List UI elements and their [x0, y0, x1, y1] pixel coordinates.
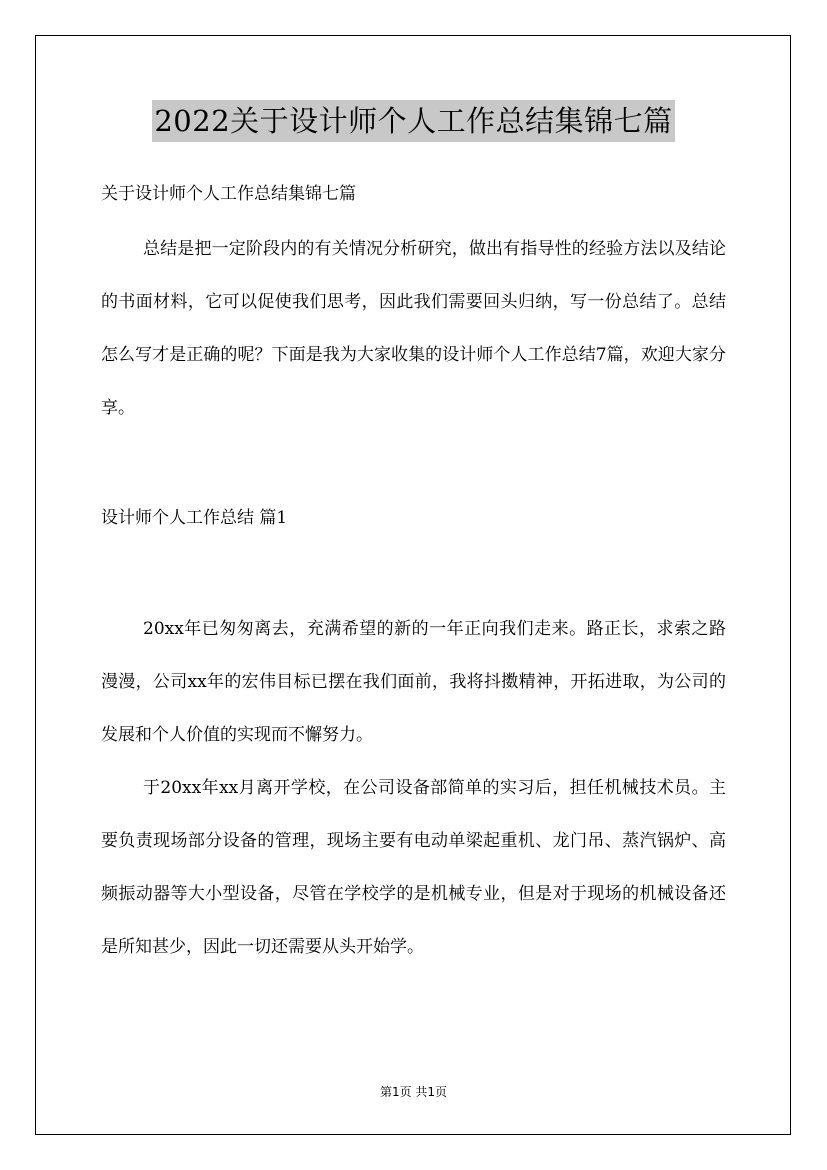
section-heading: 设计师个人工作总结 篇1: [101, 508, 288, 528]
document-title: 2022关于设计师个人工作总结集锦七篇: [152, 100, 674, 142]
body-paragraph-2: 于20xx年xx月离开学校，在公司设备部简单的实习后，担任机械技术员。主要负责现场部分设备的管理，现场主要有电动单梁起重机、龙门吊、蒸汽锅炉、高频振动器等大小型设备，尽管在学校学的是机械专业，但是对于现场的机械设备还是所知甚少，因此一切还需要从头开始学。: [101, 778, 726, 957]
title-container: [0, 100, 827, 142]
body-paragraph-1: 20xx年已匆匆离去，充满希望的新的一年正向我们走来。路正长，求索之路漫漫，公司xx年的宏伟目标已摆在我们面前，我将抖擞精神，开拓进取，为公司的发展和个人价值的实现而不懈努力。: [101, 619, 726, 745]
page-footer: 第1页 共1页: [379, 1085, 448, 1099]
section-body: [101, 603, 726, 974]
document-body: [101, 170, 726, 435]
intro-paragraph: 总结是把一定阶段内的有关情况分析研究，做出有指导性的经验方法以及结论的书面材料，它可以促使我们思考，因此我们需要回头归纳，写一份总结了。总结怎么写才是正确的呢？下面是我为大家收集的设计师个人工作总结7篇，欢迎大家分享。: [101, 239, 726, 418]
document-subtitle: 关于设计师个人工作总结集锦七篇: [101, 184, 356, 204]
